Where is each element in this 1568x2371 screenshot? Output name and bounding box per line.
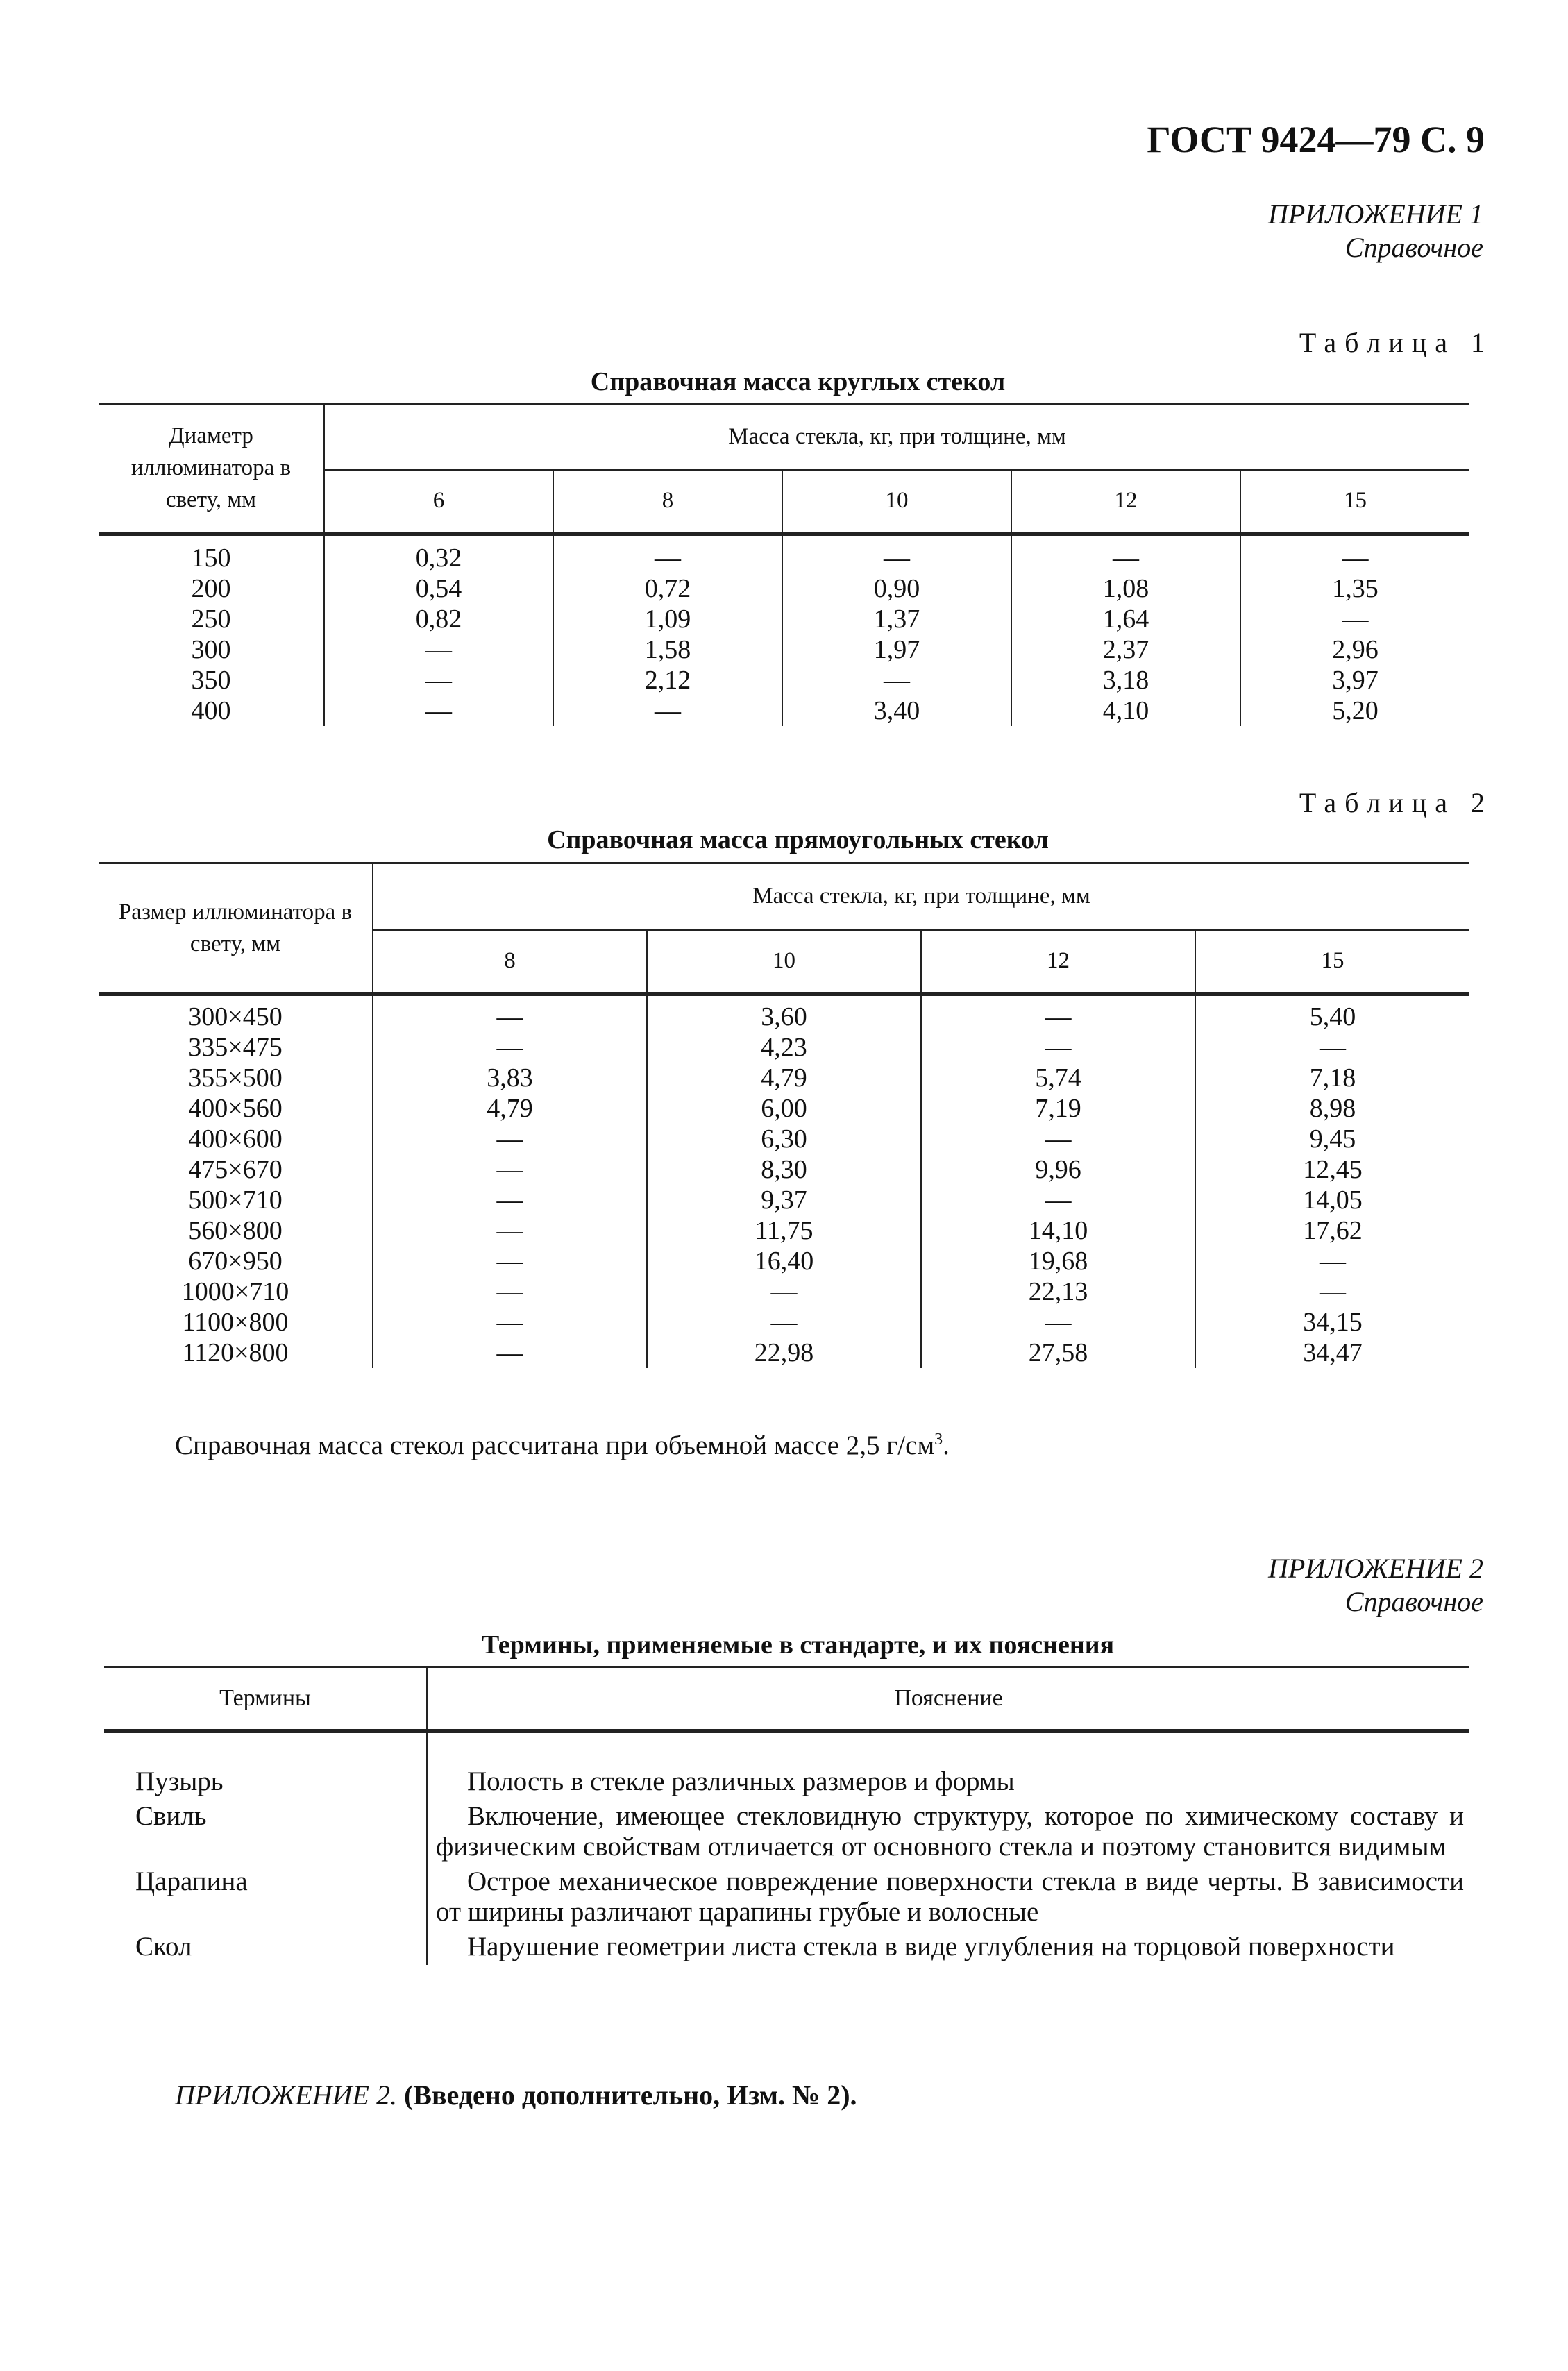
table-2-row bbox=[99, 1124, 1469, 1154]
table-1-mass-cell: — bbox=[1240, 604, 1469, 634]
table-1-mass-cell: 1,64 bbox=[1011, 604, 1240, 634]
explanation-cell: Нарушение геометрии листа стекла в виде углубления на торцовой поверхности bbox=[427, 1930, 1469, 1965]
appendix-1-label: ПРИЛОЖЕНИЕ 1 bbox=[1268, 199, 1483, 230]
terms-col-header: Термины bbox=[104, 1667, 427, 1731]
table-1-group-header: Масса стекла, кг, при толщине, мм bbox=[324, 404, 1469, 470]
table-1-diameter-cell: 300 bbox=[191, 634, 231, 664]
table-1-mass-cell: 0,54 bbox=[324, 573, 553, 604]
table-2-row bbox=[99, 1063, 1469, 1093]
table-1-row bbox=[99, 534, 1469, 573]
table-2-mass-cell: — bbox=[373, 1215, 647, 1246]
table-1-mass-cell: 1,35 bbox=[1240, 573, 1469, 604]
table-1-mass-cell: 2,37 bbox=[1011, 634, 1240, 665]
table-1-number: Таблица 1 bbox=[1299, 327, 1493, 358]
table-1-thickness-10: 10 bbox=[782, 470, 1011, 534]
table-1-title: Справочная масса круглых стекол bbox=[590, 367, 1006, 396]
appendix-1-type: Справочное bbox=[1344, 232, 1483, 263]
running-head: ГОСТ 9424—79 С. 9 bbox=[1147, 119, 1485, 160]
table-1-mass-cell: 0,82 bbox=[324, 604, 553, 634]
table-1-mass-cell: — bbox=[782, 665, 1011, 695]
table-2-mass-cell: 34,15 bbox=[1195, 1307, 1469, 1338]
table-2-mass-cell: 9,45 bbox=[1195, 1124, 1469, 1154]
table-1-mass-cell: 3,40 bbox=[782, 695, 1011, 726]
density-note-end: . bbox=[943, 1431, 950, 1460]
table-2-mass-cell: 11,75 bbox=[647, 1215, 921, 1246]
table-2-size-cell: 300×450 bbox=[188, 1002, 283, 1031]
density-note bbox=[175, 1430, 950, 1461]
table-1-mass-cell: — bbox=[1011, 534, 1240, 573]
table-1-mass-cell: 0,72 bbox=[553, 573, 782, 604]
appendix-2-heading bbox=[1268, 1552, 1483, 1619]
table-2-group-header: Масса стекла, кг, при толщине, мм bbox=[373, 863, 1469, 930]
table-2-mass-cell: — bbox=[921, 1124, 1195, 1154]
table-2-mass-cell: 14,10 bbox=[921, 1215, 1195, 1246]
table-2-mass-cell: 6,00 bbox=[647, 1093, 921, 1124]
table-2-mass-cell: 4,23 bbox=[647, 1032, 921, 1063]
table-2-mass-cell: 8,30 bbox=[647, 1154, 921, 1185]
table-2-mass-cell: 9,37 bbox=[647, 1185, 921, 1215]
table-1-thickness-8: 8 bbox=[553, 470, 782, 534]
term-cell: Свиль bbox=[135, 1800, 207, 1831]
table-2-mass-cell: 3,83 bbox=[373, 1063, 647, 1093]
table-1-row bbox=[99, 573, 1469, 604]
table-2-mass-cell: — bbox=[921, 994, 1195, 1032]
footnote-label: ПРИЛОЖЕНИЕ 2. bbox=[175, 2079, 397, 2111]
table-2-mass-cell: 4,79 bbox=[647, 1063, 921, 1093]
table-2-row bbox=[99, 1185, 1469, 1215]
table-2-mass-cell: 16,40 bbox=[647, 1246, 921, 1276]
table-1-mass-cell: 5,20 bbox=[1240, 695, 1469, 726]
table-1-mass-cell: 2,96 bbox=[1240, 634, 1469, 665]
table-1-mass-cell: — bbox=[324, 695, 553, 726]
table-2-mass-cell: — bbox=[647, 1276, 921, 1307]
table-1-thickness-12: 12 bbox=[1011, 470, 1240, 534]
table-1-mass-cell: 1,58 bbox=[553, 634, 782, 665]
table-2-mass-cell: 7,19 bbox=[921, 1093, 1195, 1124]
table-2-mass-cell: — bbox=[373, 1185, 647, 1215]
table-2-row bbox=[99, 1338, 1469, 1368]
table-2-mass-cell: 17,62 bbox=[1195, 1215, 1469, 1246]
terms-row bbox=[104, 1930, 1469, 1965]
table-2-mass-cell: 3,60 bbox=[647, 994, 921, 1032]
table-2-mass-cell: — bbox=[1195, 1276, 1469, 1307]
terms-row bbox=[104, 1731, 1469, 1800]
term-cell: Пузырь bbox=[135, 1766, 224, 1796]
table-2-size-cell: 1120×800 bbox=[182, 1338, 289, 1367]
table-1-mass-cell: — bbox=[553, 534, 782, 573]
table-2-row bbox=[99, 1093, 1469, 1124]
table-2-mass-cell: — bbox=[1195, 1246, 1469, 1276]
density-note-text: Справочная масса стекол рассчитана при объемной массе 2,5 г/см bbox=[175, 1431, 935, 1460]
appendix-2-label: ПРИЛОЖЕНИЕ 2 bbox=[1268, 1553, 1483, 1584]
density-note-superscript: 3 bbox=[934, 1431, 943, 1449]
table-1-mass-cell: 1,09 bbox=[553, 604, 782, 634]
table-1-row bbox=[99, 695, 1469, 726]
table-2-thickness-8: 8 bbox=[373, 930, 647, 994]
table-2-mass-cell: 22,13 bbox=[921, 1276, 1195, 1307]
table-2-mass-cell: — bbox=[373, 1338, 647, 1368]
table-2-row bbox=[99, 1032, 1469, 1063]
table-1 bbox=[99, 403, 1469, 726]
table-1-diameter-cell: 400 bbox=[191, 695, 231, 725]
table-2 bbox=[99, 862, 1469, 1368]
table-1-mass-cell: — bbox=[324, 665, 553, 695]
table-1-mass-cell: 1,37 bbox=[782, 604, 1011, 634]
table-2-row bbox=[99, 1276, 1469, 1307]
table-2-mass-cell: — bbox=[373, 1154, 647, 1185]
table-2-mass-cell: 34,47 bbox=[1195, 1338, 1469, 1368]
table-1-row bbox=[99, 604, 1469, 634]
table-2-mass-cell: — bbox=[921, 1032, 1195, 1063]
explanation-cell: Острое механическое повреждение поверхности стекла в виде черты. В зависимости от ширины различают царапины грубые и волосные bbox=[427, 1865, 1469, 1930]
table-2-mass-cell: 5,74 bbox=[921, 1063, 1195, 1093]
table-2-mass-cell: — bbox=[373, 1032, 647, 1063]
table-1-thickness-15: 15 bbox=[1240, 470, 1469, 534]
table-2-mass-cell: 27,58 bbox=[921, 1338, 1195, 1368]
term-cell: Скол bbox=[135, 1931, 192, 1961]
table-2-size-cell: 1000×710 bbox=[181, 1276, 289, 1306]
explanation-col-header: Пояснение bbox=[427, 1667, 1469, 1731]
table-1-diameter-cell: 150 bbox=[191, 543, 231, 573]
table-2-size-cell: 400×600 bbox=[188, 1124, 283, 1154]
table-1-diameter-cell: 250 bbox=[191, 604, 231, 634]
table-2-mass-cell: 4,79 bbox=[373, 1093, 647, 1124]
table-2-size-cell: 335×475 bbox=[188, 1032, 283, 1062]
table-2-mass-cell: — bbox=[921, 1307, 1195, 1338]
table-2-thickness-15: 15 bbox=[1195, 930, 1469, 994]
table-2-mass-cell: — bbox=[373, 1246, 647, 1276]
table-1-mass-cell: 2,12 bbox=[553, 665, 782, 695]
table-1-mass-cell: 1,08 bbox=[1011, 573, 1240, 604]
table-2-mass-cell: 19,68 bbox=[921, 1246, 1195, 1276]
table-2-mass-cell: 7,18 bbox=[1195, 1063, 1469, 1093]
term-cell: Царапина bbox=[135, 1866, 248, 1896]
table-2-mass-cell: — bbox=[373, 1124, 647, 1154]
table-2-mass-cell: 5,40 bbox=[1195, 994, 1469, 1032]
footnote-text: (Введено дополнительно, Изм. № 2). bbox=[403, 2079, 857, 2111]
explanation-cell: Включение, имеющее стекловидную структуру, которое по химическому составу и физическим свойствам отличается от основного стекла и поэтому становится видимым bbox=[427, 1800, 1469, 1865]
table-1-mass-cell: 4,10 bbox=[1011, 695, 1240, 726]
table-2-row bbox=[99, 1246, 1469, 1276]
table-1-row bbox=[99, 634, 1469, 665]
table-2-mass-cell: — bbox=[373, 1307, 647, 1338]
table-1-mass-cell: — bbox=[324, 634, 553, 665]
table-2-row bbox=[99, 1307, 1469, 1338]
terms-row bbox=[104, 1865, 1469, 1930]
table-2-number: Таблица 2 bbox=[1299, 787, 1493, 818]
table-1-diameter-cell: 200 bbox=[191, 573, 231, 603]
table-2-title: Справочная масса прямоугольных стекол bbox=[547, 825, 1049, 854]
table-1-row bbox=[99, 665, 1469, 695]
table-2-size-cell: 1100×800 bbox=[182, 1307, 289, 1337]
table-2-mass-cell: — bbox=[647, 1307, 921, 1338]
table-2-mass-cell: 14,05 bbox=[1195, 1185, 1469, 1215]
table-2-mass-cell: — bbox=[921, 1185, 1195, 1215]
table-1-mass-cell: 3,97 bbox=[1240, 665, 1469, 695]
table-1-mass-cell: 1,97 bbox=[782, 634, 1011, 665]
table-1-mass-cell: — bbox=[553, 695, 782, 726]
table-1-mass-cell: 3,18 bbox=[1011, 665, 1240, 695]
table-2-size-cell: 560×800 bbox=[188, 1215, 283, 1245]
table-2-size-cell: 400×560 bbox=[188, 1093, 283, 1123]
table-1-mass-cell: — bbox=[782, 534, 1011, 573]
table-2-mass-cell: 8,98 bbox=[1195, 1093, 1469, 1124]
table-1-diameter-cell: 350 bbox=[191, 665, 231, 695]
table-2-size-cell: 475×670 bbox=[188, 1154, 283, 1184]
appendix-2-type: Справочное bbox=[1344, 1586, 1483, 1617]
table-2-size-cell: 500×710 bbox=[188, 1185, 283, 1215]
table-2-mass-cell: 12,45 bbox=[1195, 1154, 1469, 1185]
table-2-size-cell: 670×950 bbox=[188, 1246, 283, 1276]
table-2-thickness-12: 12 bbox=[921, 930, 1195, 994]
table-1-col1-header: Диаметр иллюминатора в свету, мм bbox=[99, 404, 324, 534]
table-2-size-cell: 355×500 bbox=[188, 1063, 283, 1092]
table-2-row bbox=[99, 994, 1469, 1032]
terms-row bbox=[104, 1800, 1469, 1865]
table-2-col1-header: Размер иллюминатора в свету, мм bbox=[99, 863, 373, 994]
table-2-mass-cell: 6,30 bbox=[647, 1124, 921, 1154]
table-2-thickness-10: 10 bbox=[647, 930, 921, 994]
table-2-row bbox=[99, 1154, 1469, 1185]
appendix-2-footnote bbox=[175, 2079, 857, 2111]
table-1-thickness-6: 6 bbox=[324, 470, 553, 534]
appendix-2-title: Термины, применяемые в стандарте, и их пояснения bbox=[481, 1630, 1115, 1660]
table-1-mass-cell: — bbox=[1240, 534, 1469, 573]
table-2-mass-cell: — bbox=[1195, 1032, 1469, 1063]
table-2-mass-cell: 9,96 bbox=[921, 1154, 1195, 1185]
table-2-row bbox=[99, 1215, 1469, 1246]
table-1-mass-cell: 0,90 bbox=[782, 573, 1011, 604]
table-2-mass-cell: — bbox=[373, 994, 647, 1032]
table-1-mass-cell: 0,32 bbox=[324, 534, 553, 573]
explanation-cell: Полость в стекле различных размеров и формы bbox=[427, 1731, 1469, 1800]
table-2-mass-cell: — bbox=[373, 1276, 647, 1307]
appendix-1-heading bbox=[1268, 198, 1483, 264]
table-2-mass-cell: 22,98 bbox=[647, 1338, 921, 1368]
terms-table bbox=[104, 1666, 1469, 1965]
